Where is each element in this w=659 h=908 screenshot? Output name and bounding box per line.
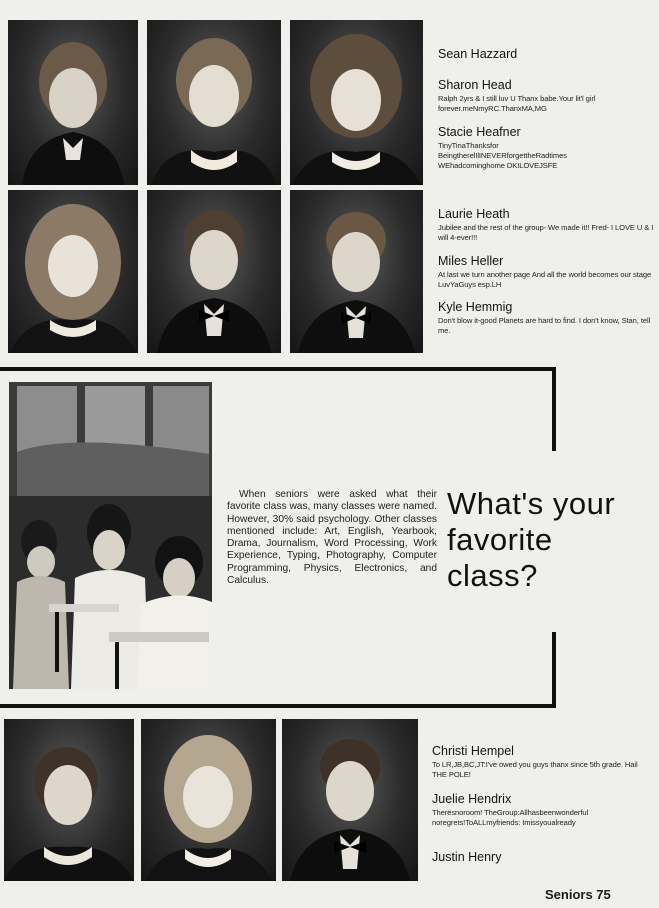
feature-rule-bottom-rise [552,632,556,708]
bio-sean-hazzard [438,47,658,63]
feature-rule-top [0,367,556,371]
classroom-photo [9,382,212,689]
senior-note: Don't blow it-good Planets are hard to find. I don't know, Stan, tell me. [438,316,651,335]
feature-headline [447,486,647,594]
senior-name: Justin Henry [432,850,502,864]
portrait-figure-icon [4,719,134,881]
feature-rule-top-drop [552,367,556,451]
portrait-sean-hazzard [8,20,138,185]
portrait-justin-henry [282,719,418,881]
senior-name: Miles Heller [438,254,504,268]
senior-name: Christi Hempel [432,744,514,758]
senior-note: Theresnoroom! TheGroup:Allhasbeenwonderful noregrets!ToALLmyfriends: Imissyoualready [432,808,589,827]
bio-laurie-heath [438,207,658,243]
bio-miles-heller [438,254,658,290]
senior-note: To LR,JB,BC,JT:I've owed you guys thanx since 5th grade. Hail THE POLE! [432,760,638,779]
senior-name: Juelie Hendrix [432,792,512,806]
bio-sharon-head [438,78,658,114]
portrait-figure-icon [147,190,281,353]
senior-name: Laurie Heath [438,207,510,221]
portrait-miles-heller [147,190,281,353]
bio-kyle-hemmig [438,300,658,336]
headline-line: What's your [447,486,616,521]
senior-note: TinyTinaThanksfor BeingtherelIlINEVERforgettheRadtimes WEhadcominghome DKILOVEJSFE [438,141,567,170]
senior-name: Stacie Heafner [438,125,521,139]
bio-justin-henry [432,850,652,866]
headline-line: favorite [447,522,553,557]
portrait-figure-icon [141,719,276,881]
bio-stacie-heafner [438,125,658,171]
portrait-figure-icon [147,20,281,185]
portrait-figure-icon [282,719,418,881]
senior-note: Ralph 2yrs & I still luv U Thanx babe.Your lit'l girl forever.meNmyRC.ThanxMA,MG [438,94,596,113]
portrait-figure-icon [290,20,423,185]
classroom-scene-icon [9,382,212,689]
portrait-laurie-heath [8,190,138,353]
senior-note: Jubilee and the rest of the group- We made it!! Fred- I LOVE U & I will 4-ever!!! [438,223,654,242]
portrait-figure-icon [8,20,138,185]
feature-rule-bottom [0,704,556,708]
bio-juelie-hendrix [432,792,652,828]
headline-line: class? [447,558,538,593]
portrait-christi-hempel [4,719,134,881]
senior-note: At last we turn another page And all the world becomes our stage LuvYaGuys esp.LH [438,270,652,289]
portrait-stacie-heafner [290,20,423,185]
portrait-figure-icon [290,190,423,353]
portrait-juelie-hendrix [141,719,276,881]
senior-name: Sharon Head [438,78,512,92]
bio-christi-hempel [432,744,652,780]
page-folio: Seniors 75 [545,887,611,902]
portrait-figure-icon [8,190,138,353]
portrait-kyle-hemmig [290,190,423,353]
senior-name: Sean Hazzard [438,47,518,61]
portrait-sharon-head [147,20,281,185]
feature-body-text: When seniors were asked what their favorite class was, many classes were named. However, 30% said psychology. Other classes mentioned include: Art, English, Yearbook, Drama, Journalism, Word Processing, Work Experience, Typing, Photography, Computer Programming, Physics, Electronics, and Calculus. [227,489,437,587]
senior-name: Kyle Hemmig [438,300,513,314]
